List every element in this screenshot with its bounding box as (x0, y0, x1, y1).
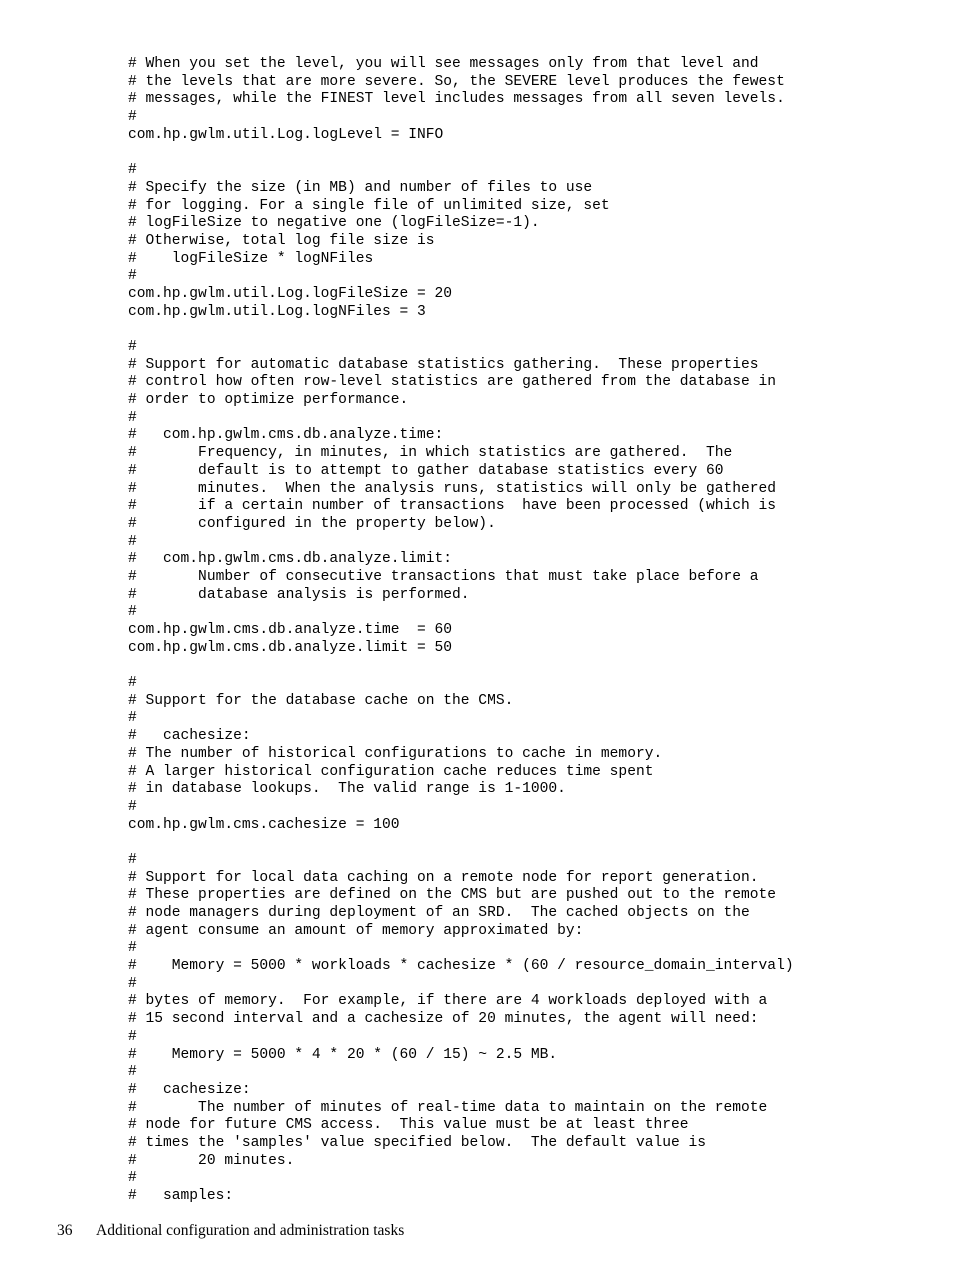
code-line: # (128, 798, 137, 815)
footer-section-title: Additional configuration and administration tasks (96, 1222, 405, 1239)
code-line: # The number of minutes of real-time data to maintain on the remote (128, 1099, 768, 1116)
code-line: # minutes. When the analysis runs, statistics will only be gathered (128, 480, 777, 497)
code-line (128, 144, 938, 162)
code-line: # Otherwise, total log file size is (128, 232, 435, 249)
page-footer (57, 1222, 404, 1240)
code-line: # 20 minutes. (128, 1152, 295, 1169)
code-line: # Support for local data caching on a remote node for report generation. (128, 869, 759, 886)
code-line: # (128, 1170, 137, 1187)
code-line: # Support for the database cache on the CMS. (128, 692, 514, 709)
code-line: # Memory = 5000 * workloads * cachesize * (60 / resource_domain_interval) (128, 958, 794, 975)
code-line: # in database lookups. The valid range is 1-1000. (128, 781, 566, 798)
code-line: # for logging. For a single file of unlimited size, set (128, 197, 610, 214)
code-line: # A larger historical configuration cache reduces time spent (128, 763, 654, 780)
code-line (128, 657, 938, 675)
code-line: # (128, 604, 137, 621)
code-line: # messages, while the FINEST level includes messages from all seven levels. (128, 91, 785, 108)
code-line: # times the 'samples' value specified below. The default value is (128, 1134, 707, 1151)
code-line: # Support for automatic database statistics gathering. These properties (128, 356, 759, 373)
code-line: # logFileSize to negative one (logFileSize=-1). (128, 215, 540, 232)
code-line: # control how often row-level statistics are gathered from the database in (128, 374, 777, 391)
code-line: # node for future CMS access. This value must be at least three (128, 1117, 689, 1134)
code-line (128, 834, 938, 852)
code-line: # cachesize: (128, 1081, 251, 1098)
code-line: # Number of consecutive transactions that must take place before a (128, 568, 759, 585)
code-line: # (128, 109, 137, 126)
code-line: # (128, 1028, 137, 1045)
code-line: # node managers during deployment of an SRD. The cached objects on the (128, 905, 750, 921)
code-line: com.hp.gwlm.cms.cachesize = 100 (128, 816, 400, 833)
code-line: # Specify the size (in MB) and number of files to use (128, 179, 593, 196)
code-listing (128, 56, 938, 1206)
code-line: com.hp.gwlm.cms.db.analyze.time = 60 (128, 622, 453, 638)
code-line: # (128, 268, 137, 285)
code-line: # (128, 675, 137, 692)
code-line: # Memory = 5000 * 4 * 20 * (60 / 15) ~ 2.5 MB. (128, 1046, 558, 1063)
code-line: # cachesize: (128, 728, 251, 745)
code-line: com.hp.gwlm.util.Log.logNFiles = 3 (128, 303, 426, 320)
code-line: # samples: (128, 1188, 234, 1204)
code-line: # bytes of memory. For example, if there are 4 workloads deployed with a (128, 993, 768, 1010)
code-line: # Frequency, in minutes, in which statistics are gathered. The (128, 445, 733, 462)
code-line: # 15 second interval and a cachesize of 20 minutes, the agent will need: (128, 1011, 759, 1028)
code-line: # agent consume an amount of memory approximated by: (128, 922, 584, 939)
code-line: # if a certain number of transactions have been processed (which is (128, 498, 777, 515)
code-line: # com.hp.gwlm.cms.db.analyze.limit: (128, 551, 453, 568)
code-line (128, 321, 938, 339)
code-line: # The number of historical configurations to cache in memory. (128, 745, 663, 762)
code-line: # database analysis is performed. (128, 586, 470, 603)
code-line: com.hp.gwlm.cms.db.analyze.limit = 50 (128, 639, 453, 656)
code-line: # (128, 533, 137, 550)
code-line: # the levels that are more severe. So, the SEVERE level produces the fewest (128, 73, 785, 90)
code-line: # com.hp.gwlm.cms.db.analyze.time: (128, 427, 444, 444)
code-line: # (128, 940, 137, 957)
code-line: # When you set the level, you will see messages only from that level and (128, 56, 759, 72)
code-line: # (128, 851, 137, 868)
page-number: 36 (57, 1222, 73, 1239)
code-line: com.hp.gwlm.util.Log.logFileSize = 20 (128, 285, 453, 302)
code-line: # configured in the property below). (128, 515, 496, 532)
code-line: # logFileSize * logNFiles (128, 250, 374, 267)
code-line: com.hp.gwlm.util.Log.logLevel = INFO (128, 126, 444, 143)
code-line: # default is to attempt to gather database statistics every 60 (128, 462, 724, 479)
code-line: # These properties are defined on the CMS but are pushed out to the remote (128, 887, 777, 904)
code-line: # (128, 710, 137, 727)
code-line: # (128, 975, 137, 992)
code-line: # (128, 409, 137, 426)
code-line: # (128, 162, 137, 179)
code-line: # (128, 339, 137, 355)
code-line: # (128, 1064, 137, 1081)
code-line: # order to optimize performance. (128, 392, 409, 409)
